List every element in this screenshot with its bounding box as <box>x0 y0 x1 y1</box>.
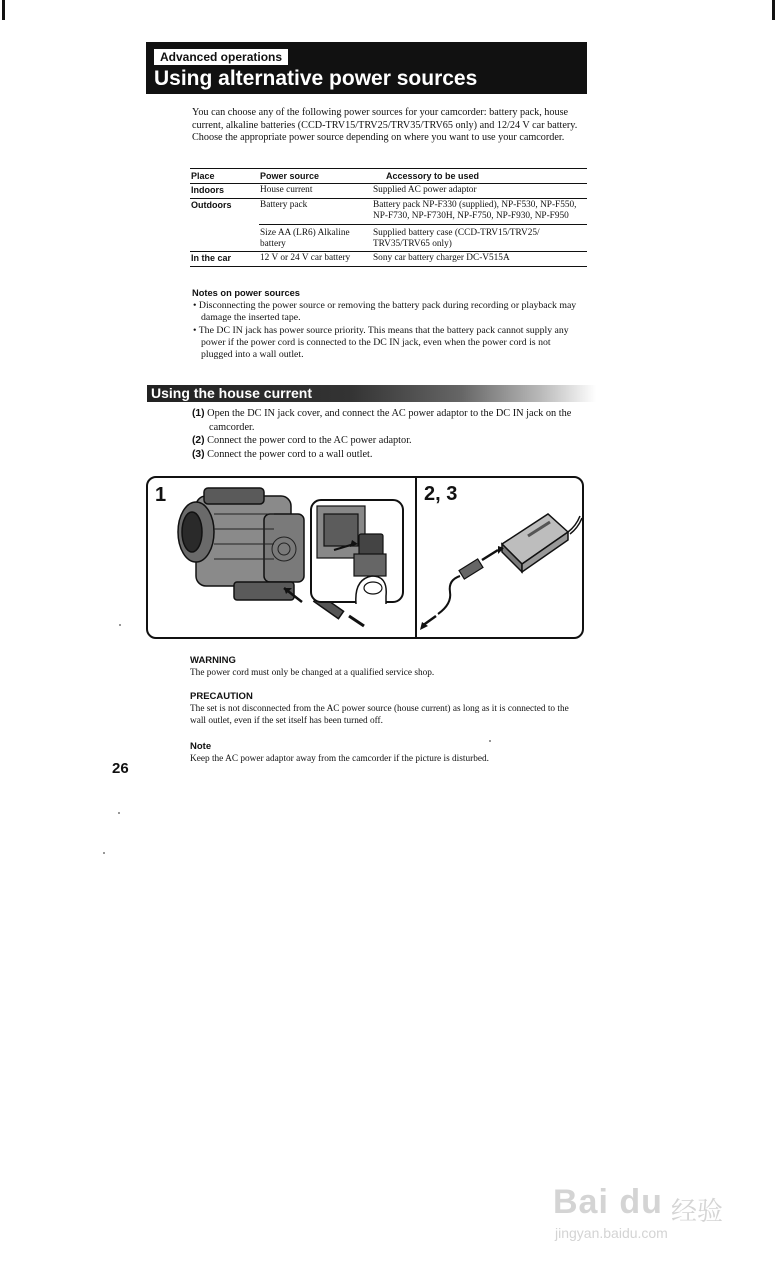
intro-paragraph: You can choose any of the following power sources for your camcorder: battery pack, house current, alkaline batteries (CCD-TRV15/TRV25/TRV35/TRV65 only) and 12/24 V car battery. Choose the appropriate power source depending on where you want to use your camcorder. <box>192 107 578 143</box>
note-item: • The DC IN jack has power source priority. This means that the battery pack cannot supply any power if the power cord is connected to the DC IN jack, even when the power cord is not plugged into a wall outlet. <box>193 325 569 360</box>
warning-block <box>190 655 585 679</box>
precaution-title: PRECAUTION <box>190 691 253 702</box>
scan-speck <box>119 624 121 626</box>
page-number: 26 <box>112 760 129 777</box>
section-title: Using the house current <box>151 385 313 401</box>
page-title: Using alternative power sources <box>154 67 478 90</box>
step-item <box>192 448 582 462</box>
step-number: (2) <box>192 435 205 446</box>
scan-speck <box>489 740 491 742</box>
step-text: Connect the power cord to the AC power adaptor. <box>207 435 412 446</box>
step-text: Open the DC IN jack cover, and connect the AC power adaptor to the DC IN jack on the camcorder. <box>207 408 572 433</box>
page-edge-mark-left <box>2 0 5 20</box>
step-text: Connect the power cord to a wall outlet. <box>207 448 373 460</box>
notes-title: Notes on power sources <box>192 288 300 298</box>
warning-text: The power cord must only be changed at a qualified service shop. <box>190 668 435 678</box>
precaution-block <box>190 691 585 727</box>
table-cell-source: House current <box>259 184 372 198</box>
table-cell-accessory: Supplied battery case (CCD-TRV15/TRV25/ TRV35/TRV65 only) <box>372 224 587 252</box>
step-number: (3) <box>192 448 205 460</box>
illustration-divider <box>415 478 417 637</box>
watermark-chinese: 经验 <box>671 1197 724 1227</box>
step-item <box>192 407 582 434</box>
table-row <box>190 184 587 198</box>
column-header-accessory: Accessory to be used <box>372 169 587 184</box>
precaution-text: The set is not disconnected from the AC power source (house current) as long as it is connected to the wall outlet, even if the set itself has been turned off. <box>190 704 569 726</box>
table-row <box>190 224 587 252</box>
camcorder-drawing <box>174 484 410 634</box>
table-cell-accessory: Sony car battery charger DC-V515A <box>372 252 587 266</box>
table-row <box>190 252 587 266</box>
table-cell-place: Outdoors <box>191 199 232 210</box>
watermark-url: jingyan.baidu.com <box>555 1225 668 1241</box>
section-tag: Advanced operations <box>154 49 288 65</box>
table-cell-source: 12 V or 24 V car battery <box>259 252 372 266</box>
note-block <box>190 741 585 765</box>
table-row <box>190 198 587 224</box>
table-cell-place <box>190 224 259 252</box>
table-cell-source: Battery pack <box>259 198 372 224</box>
note-title: Note <box>190 741 212 752</box>
table-cell-accessory: Supplied AC power adaptor <box>372 184 587 198</box>
scan-speck <box>103 852 105 854</box>
ac-adaptor-drawing <box>420 506 582 634</box>
illustration-label-step1: 1 <box>155 484 167 506</box>
page-header <box>146 42 587 94</box>
baidu-watermark <box>553 1175 733 1245</box>
section-heading-bar <box>147 385 596 402</box>
note-text: Keep the AC power adaptor away from the camcorder if the picture is disturbed. <box>190 754 489 764</box>
illustration-panel <box>146 476 584 639</box>
table-cell-source: Size AA (LR6) Alkaline battery <box>259 224 372 252</box>
column-header-place: Place <box>190 169 259 184</box>
notes-block <box>192 287 582 361</box>
watermark-brand: Bai du <box>553 1183 663 1221</box>
steps-list <box>192 407 582 461</box>
table-header-row <box>190 169 587 184</box>
illustration-label-steps23: 2, 3 <box>424 483 458 505</box>
table-cell-place: In the car <box>190 252 259 266</box>
column-header-source: Power source <box>259 169 372 184</box>
page-edge-mark-right <box>772 0 775 20</box>
step-number: (1) <box>192 408 205 419</box>
table-cell-place: Indoors <box>190 184 259 198</box>
step-item <box>192 434 582 448</box>
scan-speck <box>118 812 120 814</box>
warning-title: WARNING <box>190 655 236 666</box>
note-item: • Disconnecting the power source or removing the battery pack during recording or playback may damage the inserted tape. <box>193 300 577 323</box>
table-cell-accessory: Battery pack NP-F330 (supplied), NP-F530, NP-F550, NP-F730, NP-F730H, NP-F750, NP-F930, NP-F950 <box>372 198 587 224</box>
power-source-table <box>190 168 587 267</box>
